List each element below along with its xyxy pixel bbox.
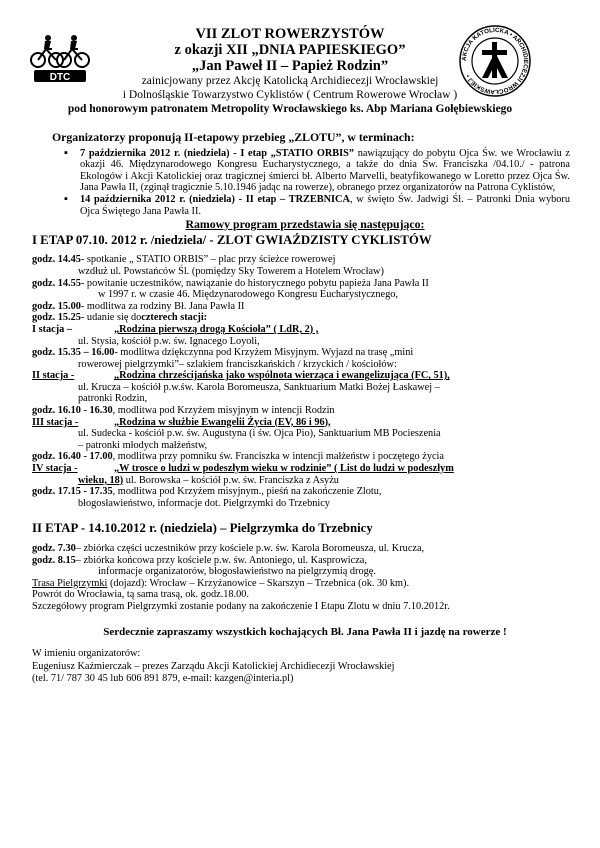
station-title-continuation: wieku, 18): [78, 474, 124, 486]
term-item: [80, 148, 570, 194]
station-label: IV stacja -: [32, 463, 78, 475]
etap2-section: [32, 523, 570, 612]
schedule-text: - modlitwa dziękczynna pod Krzyżem Misyjnym. Wyjazd na trasę „mini: [114, 347, 414, 359]
schedule-text: – zbiórka części uczestników przy kościele p.w. św. Karola Boromeusza, ul. Krucza,: [75, 543, 425, 554]
schedule-continuation: rowerowej pielgrzymki”– szlakiem franciszkańskich / krzyckich / kościołów:: [78, 358, 397, 370]
program-heading: Ramowy program przedstawia się następująco:: [185, 217, 425, 232]
station-location: ul. Borowska – kościół p.w. św. Franciszka z Asyżu: [123, 474, 339, 486]
schedule-row: [32, 301, 570, 313]
station-location: ul. Sudecka - kościół p.w. św. Augustyna (i św. Ojca Pio), Sanktuarium MB Pocieszenia: [78, 428, 441, 440]
event-motto: „Jan Paweł II – Papież Rodzin”: [191, 58, 389, 74]
schedule-continuation: w 1997 r. w czasie 46. Międzynarodowego Kongresu Eucharystycznego,: [98, 289, 398, 301]
schedule-text: - spotkanie „ STATIO ORBIS” – plac przy ścieżce rowerowej: [80, 254, 336, 266]
schedule-text: , modlitwa przy pomniku św. Franciszka w intencji małżeństw i poczętego życia: [112, 451, 444, 463]
signature-intro: W imieniu organizatorów:: [32, 648, 141, 660]
event-occasion: z okazji XII „DNIA PAPIESKIEGO”: [174, 42, 406, 58]
route-text: (dojazd): Wrocław – Krzyżanowice – Skarszyn – Trzebnica (ok. 30 km).: [107, 577, 410, 589]
schedule-row: [32, 312, 570, 324]
schedule-row: [32, 278, 570, 290]
schedule-time: godz. 17.15 - 17.35: [32, 486, 113, 498]
schedule-row: [32, 486, 570, 498]
schedule-time: godz. 15.35 – 16.00: [32, 347, 115, 359]
schedule-row: [32, 254, 570, 266]
station-location-row: [32, 475, 570, 487]
station-label: II stacja -: [32, 370, 75, 382]
etap2-heading: II ETAP - 14.10.2012 r. (niedziela) – Pielgrzymka do Trzebnicy: [32, 521, 373, 536]
schedule-text: - powitanie uczestników, nawiązanie do historycznego pobytu papieża Jana Pawła II: [80, 277, 429, 289]
station-location: – patronki młodych małżeństw,: [78, 439, 208, 451]
details-line: Szczegółowy program Pielgrzymki zostanie podany na zakończenie I Etapu Zlotu w dniu 7.10.2012r.: [32, 600, 450, 612]
station-title: „Rodzina pierwszą drogą Kościoła” ( LdR, 2) ,: [114, 323, 319, 335]
patronage-line: pod honorowym patronatem Metropolity Wrocławskiego ks. Abp Mariana Gołębiewskiego: [67, 103, 513, 115]
route-label: Trasa Pielgrzymki: [32, 577, 108, 589]
term-description: nawiązujący do pobytu Ojca Św. we Wrocławiu z okazji 46. Międzynarodowego Kongresu Eucharystycznego, a także do dnia Św. Franciszka /04.10./ - patrona Ekologów i Akcji Katolickiej oraz tragicznej śmierci bł. Alberto Marvelli, beatyfikowanego w Loretto przez Ojca Św. Jana Pawła II, (zginął tragicznie 5.10.1946 jadąc na rowerze), obranego przez organizatorów na Patrona Cyklistów,: [80, 147, 570, 194]
event-title: VII ZLOT ROWERZYSTÓW: [195, 26, 385, 42]
signature-block: [32, 648, 570, 685]
signature-contact: (tel. 71/ 787 30 45 lub 606 891 879, e-mail: kazgen@interia.pl): [32, 672, 294, 684]
station-title: „Rodzina w służbie Ewangelii Życia (EV, 86 i 96),: [114, 416, 331, 428]
station-location: ul. Krucza – kościół p.w.św. Karola Boromeusza, Sanktuarium Matki Bożej Łaskawej –: [78, 381, 440, 393]
schedule-text: - udanie się do: [80, 312, 142, 324]
schedule-continuation: błogosławieństwo, informacje dot. Pielgrzymki do Trzebnicy: [78, 497, 330, 509]
station-location: patronki Rodzin,: [78, 393, 148, 405]
dtc-logo: [28, 30, 92, 82]
station-row: [32, 324, 570, 336]
signature-name: Eugeniusz Kaźmierczak – prezes Zarządu Akcji Katolickiej Archidiecezji Wrocławskiej: [32, 660, 395, 672]
term-date: 7 października 2012 r. (niedziela) - I etap „STATIO ORBIS”: [80, 147, 355, 159]
station-row: [32, 463, 570, 475]
term-item: [80, 194, 570, 217]
station-row: [32, 370, 570, 382]
station-title: „W trosce o ludzi w podeszłym wieku w rodzinie” ( List do ludzi w podeszłym: [114, 463, 454, 475]
invitation-line: Serdecznie zapraszamy wszystkich kochających Bł. Jana Pawła II i jazdę na rowerze !: [103, 625, 507, 638]
initiator-line-1: zainicjowany przez Akcję Katolicką Archidiecezji Wrocławskiej: [141, 75, 439, 87]
schedule-time: godz. 15.25: [32, 312, 81, 324]
schedule-time: godz. 14.45: [32, 254, 81, 266]
schedule-row: [32, 555, 570, 567]
dtc-logo-text: DTC: [49, 72, 71, 82]
schedule-text: - modlitwa za rodziny Bł. Jana Pawła II: [80, 300, 245, 312]
document-body: [32, 130, 570, 685]
organizers-heading: Organizatorzy proponują II-etapowy przebieg „ZLOTU”, w terminach:: [52, 130, 415, 144]
station-label: III stacja -: [32, 416, 79, 428]
schedule-time: godz. 8.15: [32, 554, 76, 566]
return-line: Powrót do Wrocławia, tą sama trasą, ok. godz.18.00.: [32, 589, 250, 601]
station-row: [32, 417, 570, 429]
schedule-row: [32, 451, 570, 463]
term-description: , w święto Św. Jadwigi Śl. – Patronki Dnia wyboru Ojca Świętego Jana Pawła II.: [80, 193, 570, 217]
station-title: „Rodzina chrześcijańska jako wspólnota wierząca i ewangelizująca (FC, 51),: [114, 370, 450, 382]
terms-list: [40, 148, 570, 218]
schedule-row: [32, 405, 570, 417]
station-location: ul. Stysia, kościół p.w. św. Ignacego Loyoli,: [78, 335, 260, 347]
schedule-row: [32, 347, 570, 359]
schedule-time: godz. 7.30: [32, 543, 76, 554]
schedule-row: [32, 543, 570, 555]
schedule-continuation: informacje organizatorów, błogosławieństwo na pielgrzymią drogę.: [98, 566, 376, 578]
schedule-text: , modlitwa pod Krzyżem misyjnym w intencji Rodzin: [112, 405, 335, 417]
schedule-time: godz. 14.55: [32, 277, 81, 289]
etap1-heading: I ETAP 07.10. 2012 r. /niedziela/ - ZLOT GWIAŹDZISTY CYKLISTÓW: [32, 232, 432, 247]
schedule-text: – zbiórka końcowa przy kościele p.w. św. Antoniego, ul. Kasprowicza,: [75, 554, 367, 566]
route-line: [32, 578, 570, 590]
schedule-text: , modlitwa pod Krzyżem misyjnym., pieśń na zakończenie Zlotu,: [112, 486, 382, 498]
schedule-time: godz. 16.40 - 17.00: [32, 451, 113, 463]
seal-ring-text: AKCJA KATOLICKA • ARCHIDIECEZJI WROCŁAWSKIEJ •: [460, 26, 530, 96]
schedule-time: godz. 16.10 - 16.30: [32, 405, 113, 417]
etap1-section: [32, 232, 570, 510]
schedule-emphasis: czterech stacji:: [141, 312, 208, 324]
station-label: I stacja –: [32, 323, 73, 335]
term-date: 14 października 2012 r. (niedziela) - II etap – TRZEBNICA: [80, 193, 350, 205]
initiator-line-2: i Dolnośląskie Towarzystwo Cyklistów ( Centrum Rowerowe Wrocław ): [122, 89, 458, 101]
schedule-time: godz. 15.00: [32, 300, 81, 312]
schedule-continuation: wzdłuż ul. Powstańców Śl. (pomiędzy Sky Towerem a Hotelem Wrocław): [78, 265, 384, 277]
